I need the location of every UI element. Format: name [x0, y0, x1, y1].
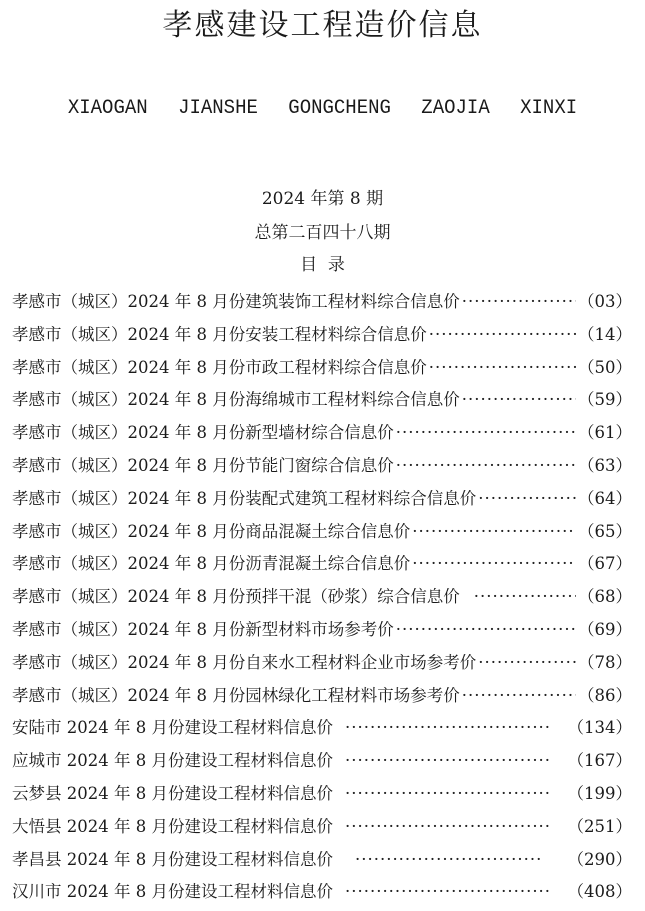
toc-entry[interactable] [12, 649, 632, 682]
toc-leader-dots [478, 489, 576, 508]
toc-leader-dots [462, 686, 576, 705]
toc-leader-dots [345, 882, 550, 901]
toc-entry-page: （50） [578, 357, 632, 377]
toc-entry[interactable] [12, 780, 632, 813]
toc-leader-dots [412, 522, 576, 541]
toc-entry-title: 应城市 2024 年 8 月份建设工程材料信息价 [12, 751, 333, 771]
toc-entry-title: 云梦县 2024 年 8 月份建设工程材料信息价 [12, 783, 333, 803]
toc-leader-dots [474, 587, 576, 606]
toc-entry-title: 孝感市（城区）2024 年 8 月份新型材料市场参考价 [12, 619, 394, 639]
toc-entry-page: （61） [578, 423, 632, 443]
toc-entry[interactable] [12, 288, 632, 321]
toc-leader-dots [396, 423, 576, 442]
document-subtitle-pinyin: XIAOGAN JIANSHE GONGCHENG ZAOJIA XINXI [67, 97, 578, 120]
toc-entry-title: 孝感市（城区）2024 年 8 月份海绵城市工程材料综合信息价 [12, 390, 460, 410]
toc-entry[interactable] [12, 321, 632, 354]
toc-entry[interactable] [12, 747, 632, 780]
toc-leader-dots [396, 456, 576, 475]
toc-entry-page: （167） [567, 751, 632, 771]
toc-entry[interactable] [12, 714, 632, 747]
toc-entry-page: （65） [578, 521, 632, 541]
toc-entry-page: （68） [578, 587, 632, 607]
toc-entry[interactable] [12, 878, 632, 911]
document-title: 孝感建设工程造价信息 [162, 8, 483, 43]
toc-entry-page: （59） [578, 390, 632, 410]
toc-entry[interactable] [12, 550, 632, 583]
toc-entry-page: （63） [578, 455, 632, 475]
toc-leader-dots [345, 817, 550, 836]
toc-entry[interactable] [12, 485, 632, 518]
toc-entry-page: （14） [578, 324, 632, 344]
toc-leader-dots [429, 325, 576, 344]
toc-entry-page: （86） [578, 685, 632, 705]
toc-entry-page: （78） [578, 652, 632, 672]
toc-leader-dots [412, 554, 576, 573]
toc-entry-page: （251） [567, 816, 632, 836]
toc-entry-title: 汉川市 2024 年 8 月份建设工程材料信息价 [12, 882, 333, 902]
toc-entry-page: （199） [567, 783, 632, 803]
toc-entry[interactable] [12, 813, 632, 846]
toc-entry-page: （408） [567, 882, 632, 902]
toc-entry-title: 孝感市（城区）2024 年 8 月份园林绿化工程材料市场参考价 [12, 685, 460, 705]
toc-entry[interactable] [12, 846, 632, 879]
toc-leader-dots [355, 850, 540, 869]
toc-entry-page: （03） [578, 292, 632, 311]
toc-entry[interactable] [12, 518, 632, 551]
toc-entry-page: （69） [578, 619, 632, 639]
toc-entry-title: 孝感市（城区）2024 年 8 月份商品混凝土综合信息价 [12, 521, 411, 541]
toc-leader-dots [396, 620, 576, 639]
toc-entry-title: 安陆市 2024 年 8 月份建设工程材料信息价 [12, 718, 333, 738]
toc-entry-title: 大悟县 2024 年 8 月份建设工程材料信息价 [12, 816, 333, 836]
toc-leader-dots [345, 718, 550, 737]
toc-entry[interactable] [12, 419, 632, 452]
toc-entry-title: 孝感市（城区）2024 年 8 月份装配式建筑工程材料综合信息价 [12, 488, 477, 508]
toc-entry[interactable] [12, 616, 632, 649]
toc-leader-dots [345, 784, 550, 803]
issue-number: 2024 年第 8 期 [261, 189, 384, 209]
toc-entry-title: 孝感市（城区）2024 年 8 月份建筑装饰工程材料综合信息价 [12, 292, 460, 311]
toc-entry-title: 孝感市（城区）2024 年 8 月份安装工程材料综合信息价 [12, 324, 427, 344]
toc-entry-title: 孝昌县 2024 年 8 月份建设工程材料信息价 [12, 849, 333, 869]
toc-entry-title: 孝感市（城区）2024 年 8 月份市政工程材料综合信息价 [12, 357, 427, 377]
toc-entry[interactable] [12, 386, 632, 419]
toc-leader-dots [462, 390, 576, 409]
toc-entry[interactable] [12, 452, 632, 485]
toc-heading: 目 录 [300, 255, 345, 275]
toc-leader-dots [429, 358, 576, 377]
toc-entry-page: （290） [567, 849, 632, 869]
toc-entry-title: 孝感市（城区）2024 年 8 月份自来水工程材料企业市场参考价 [12, 652, 477, 672]
toc-entry[interactable] [12, 682, 632, 715]
total-issue-number: 总第二百四十八期 [254, 223, 391, 243]
toc-entry[interactable] [12, 583, 632, 616]
toc-entry-title: 孝感市（城区）2024 年 8 月份预拌干混（砂浆）综合信息价 [12, 587, 460, 607]
toc-entry-title: 孝感市（城区）2024 年 8 月份沥青混凝土综合信息价 [12, 554, 411, 574]
toc-entry-page: （64） [578, 488, 632, 508]
toc-entry-title: 孝感市（城区）2024 年 8 月份新型墙材综合信息价 [12, 423, 394, 443]
toc-entry-title: 孝感市（城区）2024 年 8 月份节能门窗综合信息价 [12, 455, 394, 475]
toc-entry-page: （67） [578, 554, 632, 574]
toc-leader-dots [462, 292, 576, 311]
toc-leader-dots [345, 751, 550, 770]
table-of-contents [12, 288, 632, 911]
toc-leader-dots [478, 653, 576, 672]
toc-entry-page: （134） [567, 718, 632, 738]
toc-entry[interactable] [12, 354, 632, 387]
